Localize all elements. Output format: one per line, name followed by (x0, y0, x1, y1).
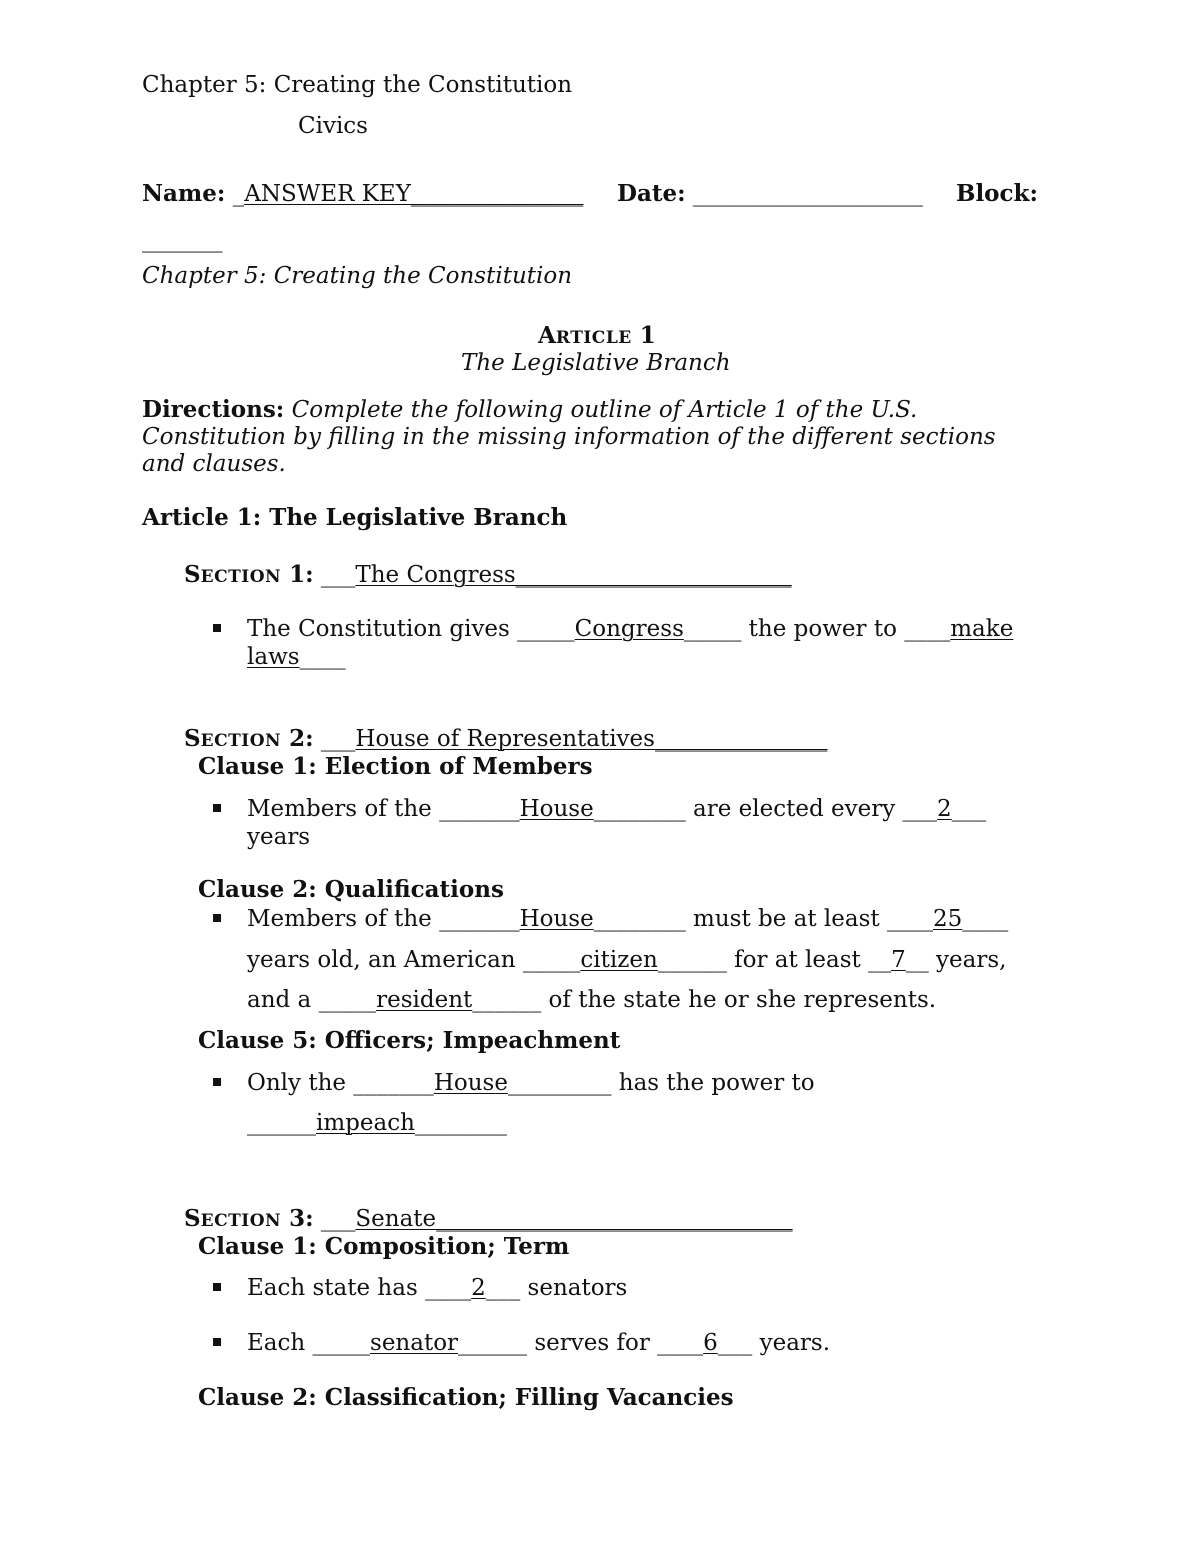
text: Each _____ (247, 1330, 371, 1356)
answer-senator: senator (370, 1330, 459, 1356)
bullet-icon (213, 1078, 221, 1086)
bullet-icon (213, 914, 221, 922)
text: Members of the _______ (247, 796, 520, 822)
answer-2: 2 (471, 1275, 486, 1301)
section-2-blank: ___ (313, 726, 356, 752)
directions-text-1: Complete the following outline of Article 1 of the U.S. (284, 397, 918, 423)
text: Only the _______ (247, 1070, 434, 1096)
section-2-rest: ECTION (200, 731, 282, 751)
text: _________ has the power to (507, 1070, 815, 1096)
block-label: Block: (956, 180, 1038, 207)
text: and a _____ (247, 987, 377, 1013)
section-1-initial: S (184, 561, 201, 588)
section-1-heading (184, 561, 792, 591)
directions-line-1 (142, 396, 917, 424)
section-1-blank: ___ (313, 562, 356, 588)
section-1-answer: The Congress________________________ (355, 562, 792, 588)
section-3-blank: ___ (313, 1206, 356, 1232)
composition-bullet-1 (247, 1274, 627, 1302)
article-subtitle: The Legislative Branch (461, 350, 731, 376)
clause-1-bullet (247, 795, 986, 823)
answer-2: 2 (937, 796, 952, 822)
section-1-bullet-1-line-2 (247, 643, 346, 671)
answer-house: House (519, 906, 594, 932)
section-3-heading (184, 1205, 793, 1235)
answer-laws: laws (247, 644, 300, 670)
name-label: Name: (142, 180, 226, 207)
section-3-initial: S (184, 1205, 201, 1232)
text: ___ (951, 796, 987, 822)
directions-line-2: Constitution by filling in the missing information of the different sections (142, 424, 996, 450)
clause-2-title: Clause 2: Qualifications (198, 876, 504, 903)
section-2-answer: House of Representatives_______________ (355, 726, 828, 752)
text: ______ serves for ____ (458, 1330, 704, 1356)
section-3-number: 3: (281, 1205, 314, 1232)
answer-house: House (433, 1070, 508, 1096)
text: ___ years. (717, 1330, 831, 1356)
clause-5-bullet (247, 1069, 815, 1097)
bullet-icon (213, 804, 221, 812)
answer-6: 6 (703, 1330, 718, 1356)
composition-bullet-2 (247, 1329, 830, 1357)
text: ______ (247, 1110, 316, 1136)
name-prefix: _ (225, 181, 245, 207)
directions-label: Directions: (142, 396, 285, 423)
section-1-bullet-1 (247, 615, 1013, 643)
text: ______ of the state he or she represents. (472, 987, 937, 1013)
clause-2-bullet-line-3 (247, 986, 936, 1014)
bullet-icon (213, 624, 221, 632)
course-name: Civics (298, 113, 368, 139)
article-heading-rest: RTICLE (555, 328, 632, 348)
answer-make: make (950, 616, 1014, 642)
section-2-initial: S (184, 725, 201, 752)
article-heading-number: 1 (631, 322, 656, 349)
answer-citizen: citizen (580, 947, 658, 973)
date-blank: ____________________ (685, 181, 923, 207)
document-subtitle: Chapter 5: Creating the Constitution (142, 263, 573, 289)
section-1-number: 1: (281, 561, 314, 588)
text: ________ are elected every ___ (593, 796, 938, 822)
bullet-icon (213, 1338, 221, 1346)
answer-7: 7 (891, 947, 906, 973)
clause-2-classification-title: Clause 2: Classification; Filling Vacancies (198, 1384, 734, 1411)
text: years old, an American _____ (247, 947, 581, 973)
clause-1-bullet-line-2: years (247, 824, 311, 850)
clause-2-bullet (247, 905, 1008, 933)
text: ____ (962, 906, 1009, 932)
chapter-title: Chapter 5: Creating the Constitution (142, 72, 573, 98)
article-heading (538, 322, 656, 352)
text: ________ (414, 1110, 507, 1136)
clause-2-bullet-line-2 (247, 946, 1006, 974)
section-3-answer: Senate_______________________________ (355, 1206, 793, 1232)
text: Members of the _______ (247, 906, 520, 932)
text: ___ senators (485, 1275, 628, 1301)
section-3-rest: ECTION (200, 1211, 282, 1231)
answer-congress: Congress (574, 616, 684, 642)
text: __ years, (905, 947, 1007, 973)
directions-line-3: and clauses. (142, 451, 286, 477)
clause-1-title: Clause 1: Election of Members (198, 753, 593, 780)
date-label: Date: (617, 180, 686, 207)
section-2-number: 2: (281, 725, 314, 752)
text: Each state has ____ (247, 1275, 472, 1301)
answer-resident: resident (376, 987, 473, 1013)
text: ________ must be at least ____ (593, 906, 933, 932)
block-blank: _______ (142, 227, 223, 253)
text: _____ the power to ____ (683, 616, 951, 642)
name-value: ANSWER KEY_______________ (244, 181, 584, 207)
article-heading-initial: A (538, 322, 556, 349)
section-1-rest: ECTION (200, 567, 282, 587)
article-title: Article 1: The Legislative Branch (142, 504, 568, 531)
text: The Constitution gives _____ (247, 616, 575, 642)
text: ______ for at least __ (657, 947, 892, 973)
answer-impeach: impeach (316, 1110, 415, 1136)
clause-1-composition-title: Clause 1: Composition; Term (198, 1233, 570, 1260)
section-2-heading (184, 725, 827, 755)
answer-25: 25 (932, 906, 963, 932)
clause-5-bullet-line-2 (247, 1109, 507, 1137)
date-field (617, 180, 923, 208)
clause-5-title: Clause 5: Officers; Impeachment (198, 1027, 621, 1054)
text: ____ (299, 644, 346, 670)
answer-house: House (519, 796, 594, 822)
name-row (142, 180, 583, 208)
bullet-icon (213, 1283, 221, 1291)
